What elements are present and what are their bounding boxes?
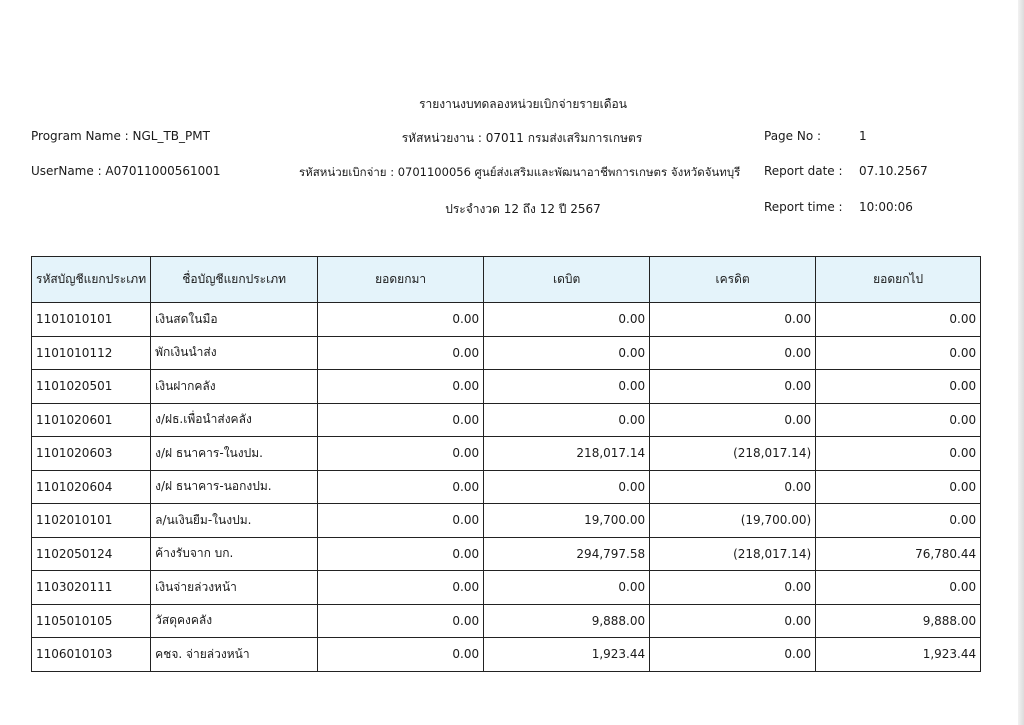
cell-closing-balance: 0.00 [816,504,981,538]
cell-account-code: 1103020111 [32,571,151,605]
cell-account-name: พักเงินนำส่ง [151,336,318,370]
cell-account-code: 1105010105 [32,604,151,638]
header-debit: เดบิต [484,257,650,303]
cell-opening-balance: 0.00 [318,571,484,605]
header-closing-balance: ยอดยกไป [816,257,981,303]
cell-credit: 0.00 [650,571,816,605]
cell-closing-balance: 0.00 [816,437,981,471]
cell-closing-balance: 1,923.44 [816,638,981,672]
cell-opening-balance: 0.00 [318,638,484,672]
header-credit: เครดิต [650,257,816,303]
agency-code: รหัสหน่วยงาน : 07011 กรมส่งเสริมการเกษตร [401,131,643,145]
disbursing-unit: รหัสหน่วยเบิกจ่าย : 0701100056 ศูนย์ส่งเสริมและพัฒนาอาชีพการเกษตร จังหวัดจันทบุรี [299,165,741,179]
cell-account-code: 1101010101 [32,303,151,337]
cell-debit: 0.00 [484,303,650,337]
trial-balance-table [31,256,981,672]
table-row [32,437,981,471]
program-name: Program Name : NGL_TB_PMT [31,129,210,143]
cell-credit: (218,017.14) [650,437,816,471]
cell-account-code: 1101020601 [32,403,151,437]
cell-debit: 0.00 [484,571,650,605]
cell-account-name: ง/ฝ ธนาคาร-ในงปม. [151,437,318,471]
header-opening-balance: ยอดยกมา [318,257,484,303]
cell-account-name: เงินสดในมือ [151,303,318,337]
cell-credit: (218,017.14) [650,537,816,571]
cell-account-code: 1102050124 [32,537,151,571]
table-row [32,537,981,571]
username: UserName : A07011000561001 [31,164,221,178]
cell-account-name: ง/ฝ ธนาคาร-นอกงปม. [151,470,318,504]
cell-account-code: 1106010103 [32,638,151,672]
cell-account-code: 1101020501 [32,370,151,404]
cell-debit: 1,923.44 [484,638,650,672]
cell-closing-balance: 0.00 [816,336,981,370]
cell-debit: 19,700.00 [484,504,650,538]
cell-account-code: 1101020603 [32,437,151,471]
cell-opening-balance: 0.00 [318,437,484,471]
report-date-label: Report date : [764,164,843,178]
cell-debit: 0.00 [484,370,650,404]
cell-credit: 0.00 [650,370,816,404]
report-title: รายงานงบทดลองหน่วยเบิกจ่ายรายเดือน [419,97,627,111]
cell-account-name: เงินฝากคลัง [151,370,318,404]
cell-credit: 0.00 [650,470,816,504]
table-row [32,370,981,404]
table-row [32,470,981,504]
cell-account-code: 1102010101 [32,504,151,538]
cell-closing-balance: 76,780.44 [816,537,981,571]
report-time-label: Report time : [764,200,843,214]
header-account-code: รหัสบัญชีแยกประเภท [32,257,151,303]
table-row [32,504,981,538]
report-time: 10:00:06 [859,200,913,214]
cell-closing-balance: 0.00 [816,470,981,504]
header-account-name: ชื่อบัญชีแยกประเภท [151,257,318,303]
cell-credit: 0.00 [650,303,816,337]
cell-opening-balance: 0.00 [318,537,484,571]
report-period: ประจำงวด 12 ถึง 12 ปี 2567 [445,202,601,216]
table-row [32,403,981,437]
cell-account-code: 1101020604 [32,470,151,504]
cell-opening-balance: 0.00 [318,370,484,404]
table-row [32,303,981,337]
scan-edge [1018,0,1024,725]
cell-debit: 9,888.00 [484,604,650,638]
cell-closing-balance: 0.00 [816,571,981,605]
cell-credit: 0.00 [650,604,816,638]
cell-closing-balance: 0.00 [816,370,981,404]
cell-closing-balance: 0.00 [816,403,981,437]
report-date: 07.10.2567 [859,164,928,178]
cell-credit: 0.00 [650,638,816,672]
cell-account-name: ค้างรับจาก บก. [151,537,318,571]
cell-account-name: เงินจ่ายล่วงหน้า [151,571,318,605]
cell-debit: 218,017.14 [484,437,650,471]
cell-credit: (19,700.00) [650,504,816,538]
table-row [32,336,981,370]
cell-closing-balance: 0.00 [816,303,981,337]
page-no-label: Page No : [764,129,822,143]
cell-opening-balance: 0.00 [318,504,484,538]
cell-account-code: 1101010112 [32,336,151,370]
cell-opening-balance: 0.00 [318,470,484,504]
table-row [32,571,981,605]
table-row [32,638,981,672]
cell-account-name: ง/ฝธ.เพื่อนำส่งคลัง [151,403,318,437]
page-no: 1 [859,129,867,143]
cell-debit: 0.00 [484,470,650,504]
cell-opening-balance: 0.00 [318,403,484,437]
cell-closing-balance: 9,888.00 [816,604,981,638]
table-header-row [32,257,981,303]
cell-debit: 294,797.58 [484,537,650,571]
cell-credit: 0.00 [650,336,816,370]
cell-credit: 0.00 [650,403,816,437]
cell-opening-balance: 0.00 [318,336,484,370]
cell-account-name: คชจ. จ่ายล่วงหน้า [151,638,318,672]
cell-account-name: ล/นเงินยืม-ในงปม. [151,504,318,538]
cell-opening-balance: 0.00 [318,604,484,638]
cell-opening-balance: 0.00 [318,303,484,337]
cell-debit: 0.00 [484,403,650,437]
cell-debit: 0.00 [484,336,650,370]
table-row [32,604,981,638]
cell-account-name: วัสดุคงคลัง [151,604,318,638]
